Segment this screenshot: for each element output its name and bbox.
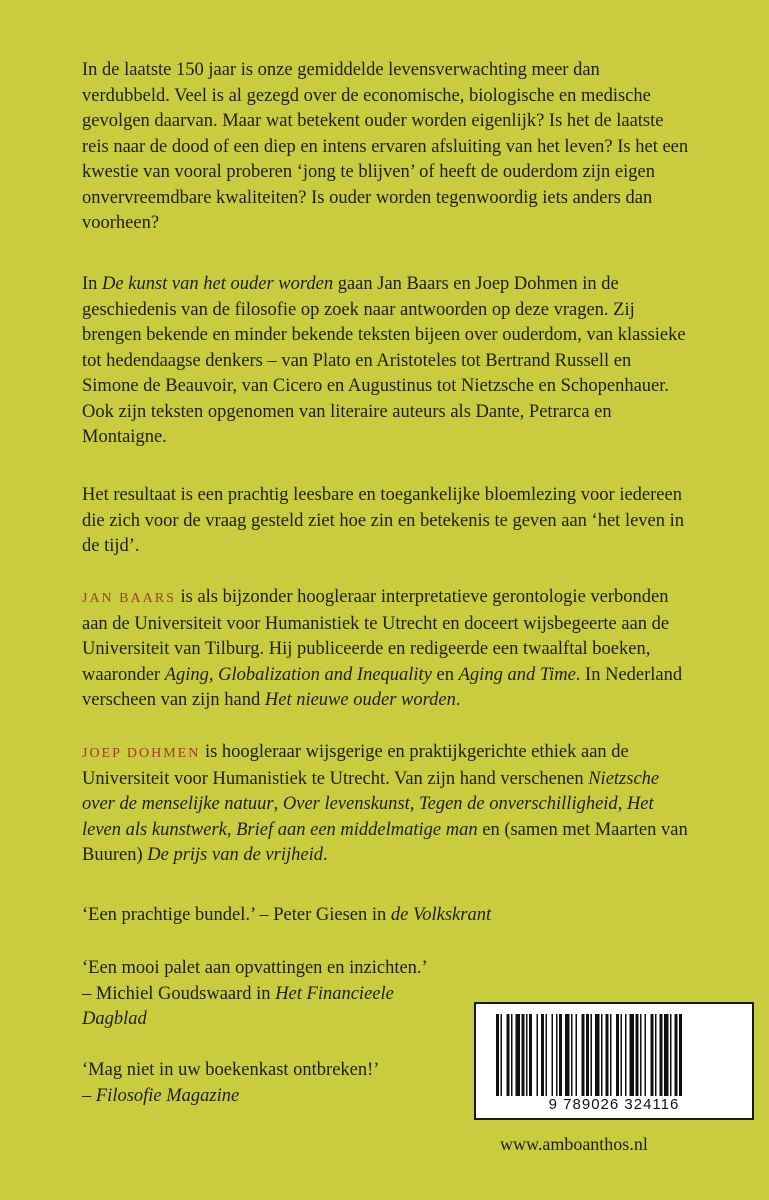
author-bio-baars: JAN BAARS is als bijzonder hoogleraar interpretatieve gerontologie verbonden aan de Universiteit voor Humanistiek te Utrecht en doceert wijsbegeerte aan de Universiteit van Tilburg. Hij publiceerde en redigeerde een twaalftal boeken, waaronder Aging, Globalization and Inequality en Aging and Time. In Nederland verscheen van zijn hand Het nieuwe ouder worden. <box>82 587 683 710</box>
barcode-bar <box>601 1014 603 1096</box>
intro-text: In de laatste 150 jaar is onze gemiddelde levensverwachting meer dan verdubbeld. Veel is al gezegd over de economische, biologische en medische gevolgen daarvan. Maar wat betekent ouder worden eigenlijk? Is het de laatste reis naar de dood of een diep en intens ervaren afsluiting van het leven? Is het een kwestie van vooral proberen ‘jong te blijven’ of heeft de ouderdom zijn eigen onvervreemdbare kwaliteiten? Is ouder worden tegenwoordig iets anders dan voorheen? <box>82 60 689 233</box>
barcode-bar <box>664 1014 669 1096</box>
barcode-bar <box>606 1014 609 1096</box>
barcode-bar <box>556 1014 558 1096</box>
barcode-bar <box>511 1014 513 1096</box>
quote-source: Het Financieele Dagblad <box>82 983 394 1029</box>
quote-source: de Volkskrant <box>390 905 492 925</box>
barcode-bar <box>595 1014 600 1096</box>
quote-source: – Filosofie Magazine <box>82 1085 240 1106</box>
barcode-bar <box>645 1014 647 1096</box>
barcode-bar <box>529 1014 532 1096</box>
barcode-bar <box>559 1014 562 1096</box>
author-name-dohmen: JOEP DOHMEN <box>82 746 201 761</box>
publisher-url: www.amboanthos.nl <box>500 1134 648 1154</box>
barcode-bar <box>640 1014 642 1096</box>
author-bio-dohmen: JOEP DOHMEN is hoogleraar wijsgerige en praktijkgerichte ethiek aan de Universiteit voor Humanistiek te Utrecht. Van zijn hand verschenen Nietzsche over de menselijke natuur, Over levenskunst, Tegen de onverschilligheid, Het leven als kunstwerk, Brief aan een middelmatige man en (samen met Maarten van Buuren) De prijs van de vrijheid. <box>82 742 688 865</box>
barcode-bar <box>501 1014 503 1096</box>
barcode-bar <box>507 1014 510 1096</box>
barcode-bar <box>546 1014 548 1096</box>
description-paragraph <box>82 272 692 451</box>
barcode-bar <box>586 1014 589 1096</box>
barcode-bar <box>541 1014 544 1096</box>
barcode-bar <box>636 1014 639 1096</box>
barcode-bar <box>526 1014 528 1096</box>
review-quote-volkskrant: ‘Een prachtige bundel.’ – Peter Giesen in de Volkskrant <box>82 905 492 925</box>
barcode-bars <box>494 1014 738 1096</box>
review-quote-filosofie: ‘Mag niet in uw boekenkast ontbreken!’ – Filosofie Magazine <box>82 1060 380 1106</box>
barcode-bar <box>565 1014 570 1096</box>
barcode-bar <box>537 1014 539 1096</box>
author-name-baars: JAN BAARS <box>82 591 176 606</box>
barcode-bar <box>655 1014 657 1096</box>
para2-rest: gaan Jan Baars en Joep Dohmen in de geschiedenis van de filosofie op zoek naar antwoorden op deze vragen. Zij brengen bekende en minder bekende teksten bijeen over ouderdom, van klassieke tot hedendaagse denkers – van Plato en Aristoteles tot Bertrand Russell en Simone de Beauvoir, van Cicero en Augustinus tot Nietzsche en Schopenhauer. Ook zijn teksten opgenomen van literaire auteurs als Dante, Petrarca en Montaigne. <box>82 274 686 447</box>
barcode-bar <box>651 1014 654 1096</box>
intro-paragraph <box>82 58 692 237</box>
barcode-bar <box>675 1014 678 1096</box>
isbn-number: 9 789026 324116 <box>548 1096 680 1113</box>
book-title: De kunst van het ouder worden <box>102 274 334 294</box>
barcode-bar <box>630 1014 635 1096</box>
barcode-bar <box>610 1014 612 1096</box>
barcode-bar <box>660 1014 663 1096</box>
barcode-bar <box>621 1014 623 1096</box>
barcode-bar <box>552 1014 554 1096</box>
barcode-bar <box>582 1014 585 1096</box>
barcode-bar <box>496 1014 499 1096</box>
barcode-bar <box>522 1014 525 1096</box>
isbn-barcode <box>474 1002 754 1120</box>
barcode-bar <box>591 1014 593 1096</box>
review-quote-fd: ‘Een mooi palet aan opvattingen en inzichten.’ – Michiel Goudswaard in Het Financieele Dagblad <box>82 958 428 1029</box>
result-text: Het resultaat is een prachtig leesbare en toegankelijke bloemlezing voor iedereen die zich voor de vraag gesteld ziet hoe zin en betekenis te geven aan ‘het leven in de tijd’. <box>82 485 685 556</box>
barcode-bar <box>679 1014 682 1096</box>
result-paragraph <box>82 483 692 560</box>
barcode-bar <box>670 1014 672 1096</box>
barcode-bar <box>576 1014 578 1096</box>
barcode-bar <box>625 1014 627 1096</box>
barcode-bar <box>616 1014 619 1096</box>
para2-prefix: In <box>82 274 103 294</box>
barcode-bar <box>571 1014 573 1096</box>
barcode-bar <box>516 1014 521 1096</box>
